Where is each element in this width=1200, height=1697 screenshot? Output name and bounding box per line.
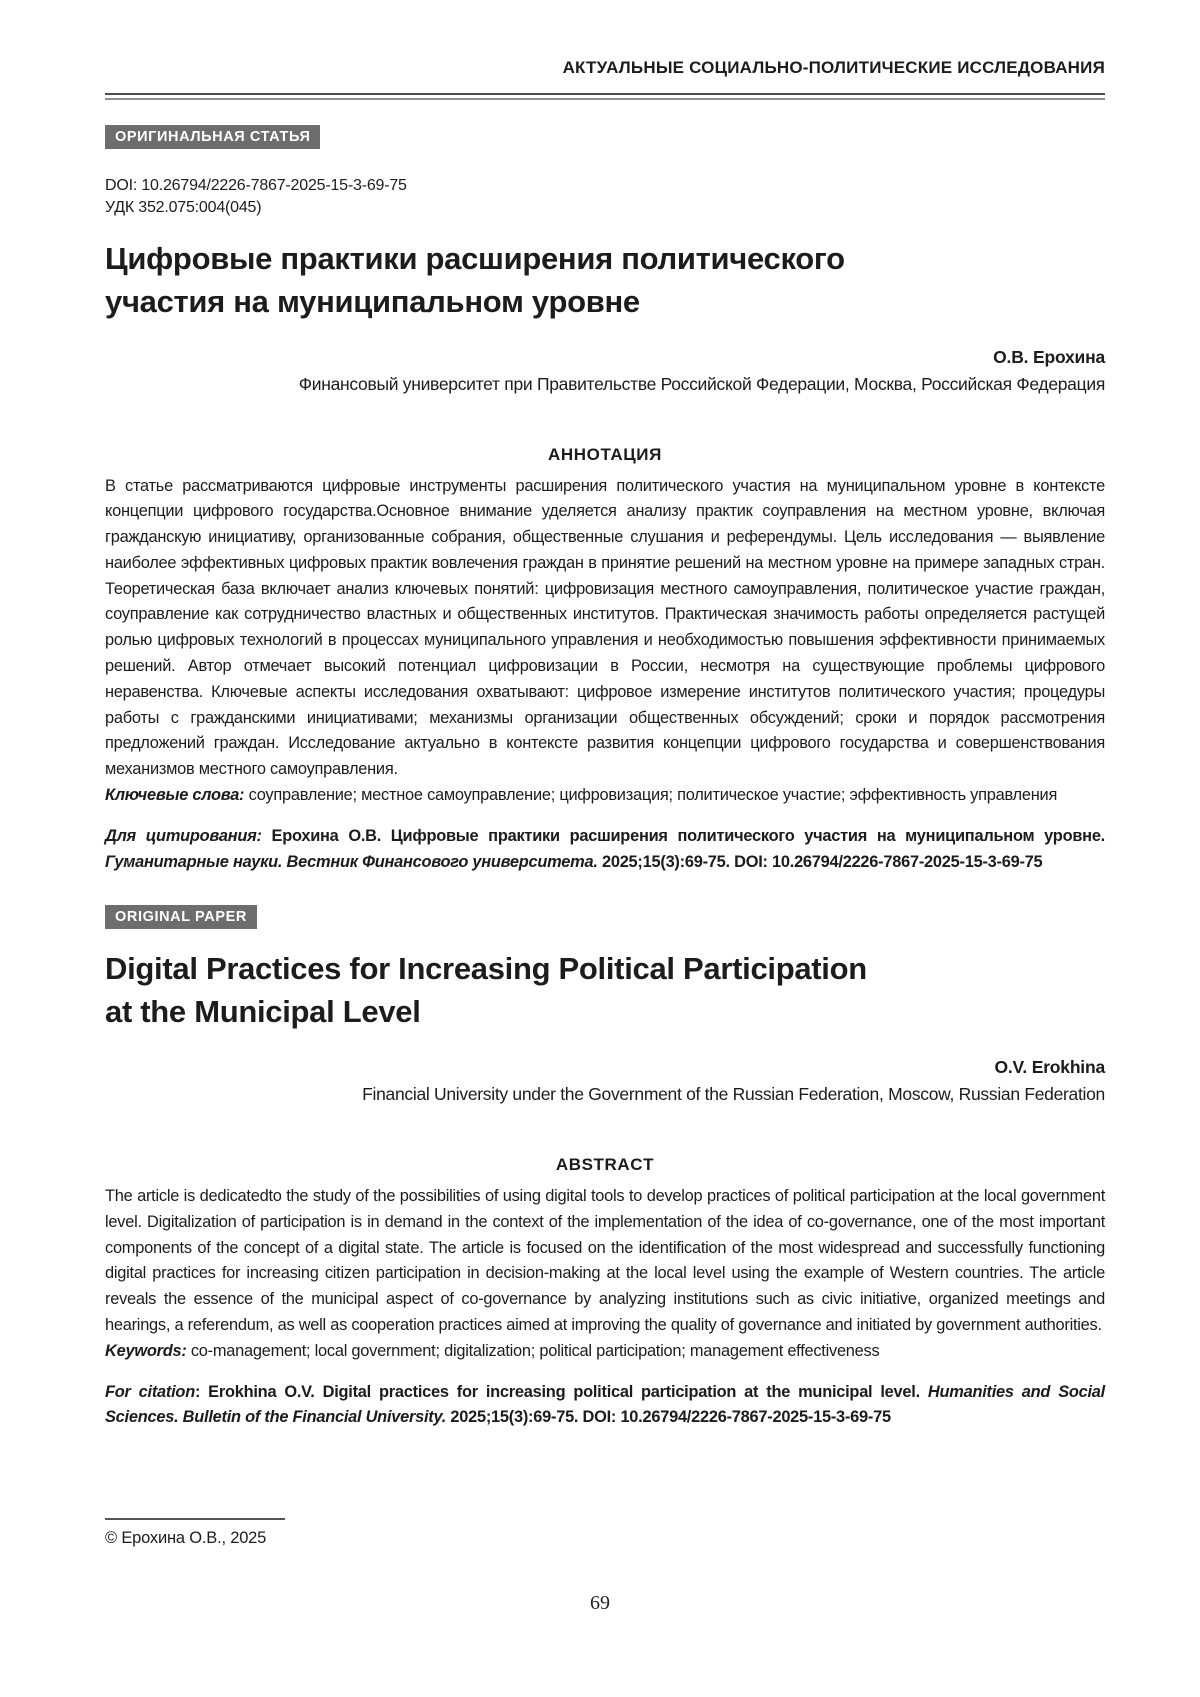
- citation-en-journal: Humanities and Social Sciences. Bulletin of the Financial University.: [105, 1382, 1105, 1427]
- article-title-ru-line1: Цифровые практики расширения политического: [105, 240, 845, 276]
- article-type-badge-en: ORIGINAL PAPER: [105, 905, 257, 929]
- keywords-en-text: co-management; local government; digitalization; political participation; management effectiveness: [186, 1341, 880, 1360]
- keywords-en-label: Keywords:: [105, 1341, 187, 1360]
- en-section: [105, 905, 1105, 929]
- footnote-block: [105, 1518, 285, 1548]
- citation-en: [105, 1380, 1105, 1432]
- udk-line: УДК 352.075:004(045): [105, 198, 262, 216]
- citation-ru-text2: 2025;15(3):69-75. DOI: 10.26794/2226-7867-2025-15-3-69-75: [597, 852, 1043, 871]
- article-title-ru: [105, 237, 1105, 323]
- citation-ru: [105, 824, 1105, 876]
- author-ru: О.В. Ерохина: [993, 346, 1105, 367]
- header-rule: [105, 93, 1105, 100]
- article-meta: [105, 175, 1105, 219]
- doi-line: DOI: 10.26794/2226-7867-2025-15-3-69-75: [105, 176, 407, 194]
- abstract-en: The article is dedicatedto the study of the possibilities of using digital tools to develop practices of political participation at the local government level. Digitalization of participation is in demand in the context of the implementation of the idea of co-governance, one of the most important components of the concept of a digital state. The article is focused on the identification of the most widespread and successfully functioning digital practices for increasing citizen participation in decision-making at the local level using the example of Western countries. The article reveals the essence of the municipal aspect of co-governance by analyzing institutions such as civic initiative, organized meetings and hearings, a referendum, as well as cooperation practices aimed at improving the quality of governance and initiated by government authorities.: [105, 1186, 1105, 1334]
- running-head: АКТУАЛЬНЫЕ СОЦИАЛЬНО-ПОЛИТИЧЕСКИЕ ИССЛЕДОВАНИЯ: [562, 58, 1105, 77]
- author-en: O.V. Erokhina: [994, 1056, 1105, 1077]
- keywords-en: [105, 1339, 1105, 1365]
- article-title-en: [105, 947, 1105, 1033]
- abstract-ru: В статье рассматриваются цифровые инструменты расширения политического участия на муниципальном уровне в контексте концепции цифрового государства.Основное внимание уделяется анализу практик соуправления на местном уровне, включая гражданскую инициативу, организованные собрания, общественные слушания и референдумы. Цель исследования — выявление наиболее эффективных цифровых практик вовлечения граждан в принятие решений на местном уровне на примере западных стран. Теоретическая база включает анализ ключевых понятий: цифровизация местного самоуправления, политическое участие граждан, соуправление как сотрудничество властных и общественных институтов. Практическая значимость работы определяется растущей ролью цифровых технологий в процессах муниципального управления и необходимостью повышения эффективности принимаемых решений. Автор отмечает высокий потенциал цифровизации в России, несмотря на существующие проблемы цифрового неравенства. Ключевые аспекты исследования охватывают: цифровое измерение институтов политического участия; процедуры работы с гражданскими инициативами; механизмы организации общественных обсуждений; сроки и порядок рассмотрения предложений граждан. Исследование актуально в контексте развития концепции цифрового государства и совершенствования механизмов местного самоуправления.: [105, 476, 1105, 779]
- citation-en-text2: 2025;15(3):69-75. DOI: 10.26794/2226-7867-2025-15-3-69-75: [446, 1408, 891, 1427]
- keywords-ru-text: соуправление; местное самоуправление; цифровизация; политическое участие; эффективность управления: [244, 786, 1058, 805]
- keywords-ru: [105, 783, 1105, 809]
- copyright-line: © Ерохина О.В., 2025: [105, 1529, 267, 1547]
- page-number: 69: [590, 1592, 610, 1614]
- citation-en-label: For citation: [105, 1382, 195, 1401]
- article-title-en-line1: Digital Practices for Increasing Political Participation: [105, 950, 867, 986]
- abstract-heading-en: ABSTRACT: [555, 1154, 655, 1174]
- citation-ru-text1: Ерохина О.В. Цифровые практики расширения политического участия на муниципальном уровне.: [261, 826, 1105, 845]
- citation-ru-label: Для цитирования:: [105, 826, 262, 845]
- footnote-rule: [105, 1518, 285, 1520]
- article-title-en-line2: at the Municipal Level: [105, 993, 421, 1029]
- article-title-ru-line2: участия на муниципальном уровне: [105, 283, 640, 319]
- article-type-badge-ru: ОРИГИНАЛЬНАЯ СТАТЬЯ: [105, 125, 320, 149]
- citation-en-text1: : Erokhina O.V. Digital practices for increasing political participation at the municipal level.: [194, 1382, 928, 1401]
- citation-ru-journal: Гуманитарные науки. Вестник Финансового университета.: [105, 852, 598, 871]
- abstract-heading-ru: АННОТАЦИЯ: [548, 444, 662, 464]
- affiliation-en: Financial University under the Government of the Russian Federation, Moscow, Russian Federation: [362, 1083, 1105, 1104]
- keywords-ru-label: Ключевые слова:: [105, 786, 245, 805]
- affiliation-ru: Финансовый университет при Правительстве Российской Федерации, Москва, Российская Федерация: [298, 373, 1105, 394]
